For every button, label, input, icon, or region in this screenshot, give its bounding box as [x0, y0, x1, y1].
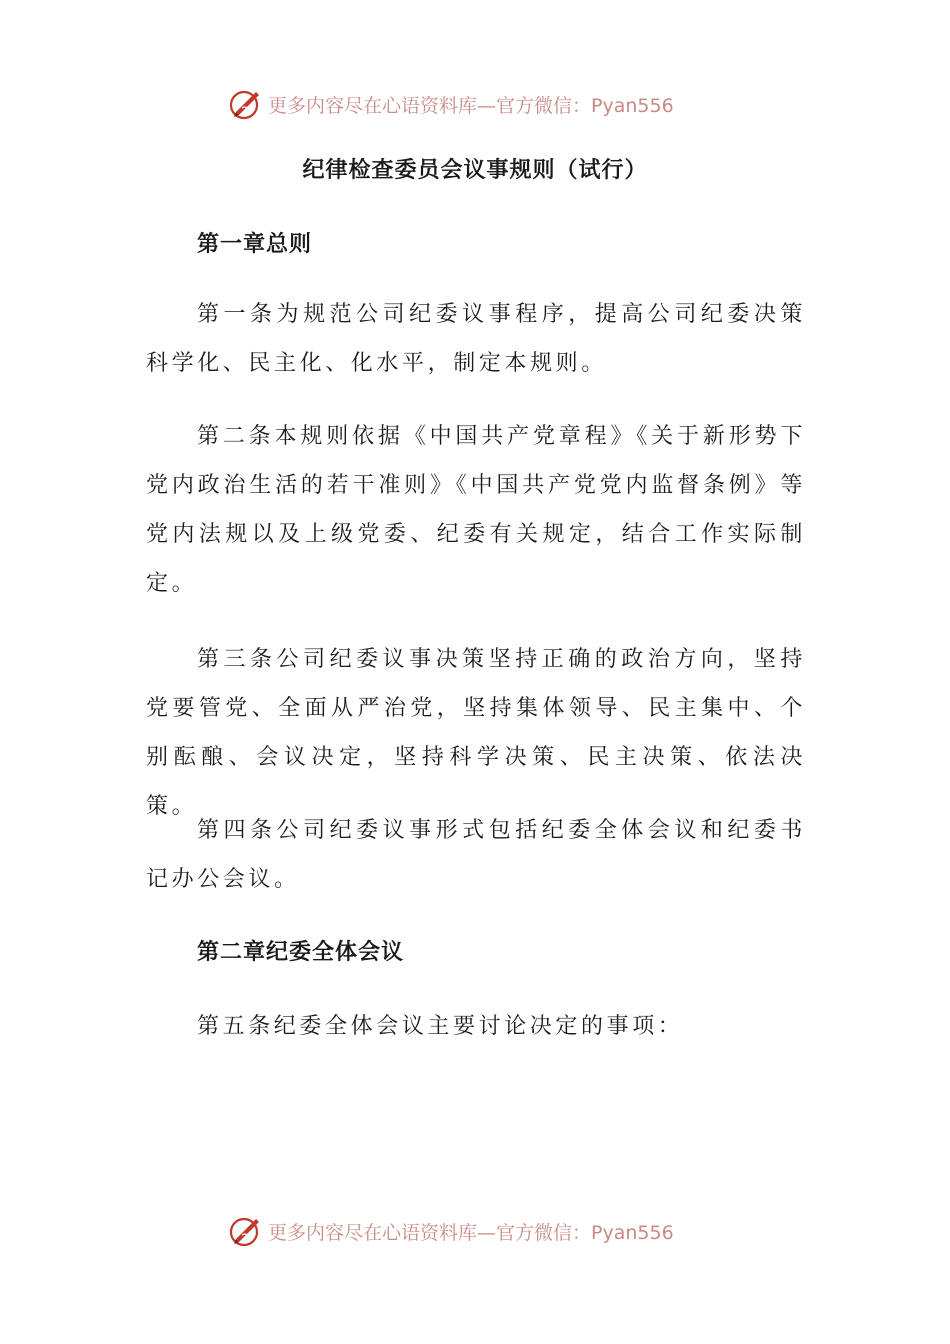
article-paragraph: 第一条为规范公司纪委议事程序，提高公司纪委决策科学化、民主化、化水平，制定本规则。 — [146, 302, 806, 376]
article-paragraph: 第三条公司纪委议事决策坚持正确的政治方向，坚持党要管党、全面从严治党，坚持集体领导、民主集中、个别酝酿、会议决定，坚持科学决策、民主决策、依法决策。 — [146, 647, 806, 819]
page-title: 纪律检查委员会议事规则（试行） — [302, 158, 648, 183]
pen-logo-icon — [228, 86, 264, 122]
pen-logo-icon — [228, 1213, 264, 1249]
header-watermark — [228, 84, 674, 124]
watermark-text: 更多内容尽在心语资料库—官方微信：Pyan556 — [268, 94, 674, 117]
watermark-text: 更多内容尽在心语资料库—官方微信：Pyan556 — [268, 1221, 674, 1244]
article-paragraph: 第四条公司纪委议事形式包括纪委全体会议和纪委书记办公会议。 — [146, 818, 806, 892]
chapter-heading: 第二章纪委全体会议 — [197, 940, 405, 965]
article-paragraph: 第五条纪委全体会议主要讨论决定的事项： — [197, 1014, 684, 1039]
footer-watermark — [228, 1211, 674, 1251]
chapter-heading: 第一章总则 — [197, 232, 313, 257]
article-paragraph: 第二条本规则依据《中国共产党章程》《关于新形势下党内政治生活的若干准则》《中国共产党党内监督条例》等党内法规以及上级党委、纪委有关规定，结合工作实际制定。 — [146, 424, 806, 596]
